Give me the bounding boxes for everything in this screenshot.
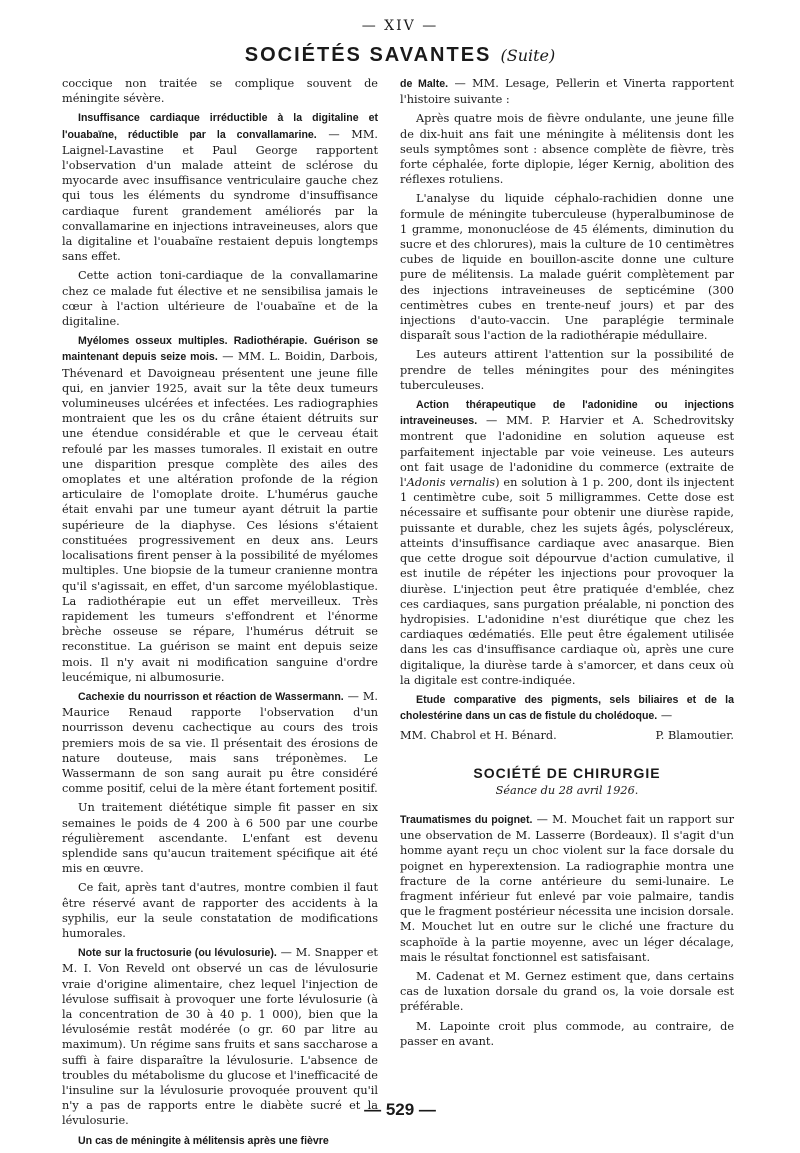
section-heading: Un cas de méningite à mélitensis après une fièvre	[78, 1134, 329, 1147]
page-roman-number: — XIV —	[361, 18, 439, 34]
section-heading: Myélomes osseux multiples. Radiothérapie. Guérison se maintenant depuis seize mois.	[62, 335, 378, 364]
paragraph-text: fait un rapport sur une observation de M. Lasserre (Bordeaux). Il s'agit d'un homme ayant reçu un choc violent sur la face dorsale du poignet en hyperextension. La radiographie montra une fracture de la corne antérieure du semi-lunaire. Le fragment inférieur fut enlevé par voie palmaire, tandis que le fragment postérieur nécessita une incision dorsale. M. Mouchet lut en outre sur le cliché une fracture du scaphoïde à la partie moyenne, avec un léger décalage, mais le résultat fonctionnel est satisfaisant.	[400, 812, 734, 964]
title-main: SOCIÉTÉS SAVANTES	[244, 44, 492, 66]
section-heading: Action thérapeutique de l'adonidine ou injections intraveineuses.	[400, 399, 734, 428]
paragraph-text: ) en solution à 1 p. 200, dont ils injectent 1 centimètre cube, soit 5 milligrammes. Cette dose est nécessaire et suffisante pour obtenir une diurèse rapide, puissante et durable, chez les sujets âgés, polyscléreux, atteints d'insuffisance cardiaque avec anasarque. Bien que cette drogue soit dépourvue d'action cumulative, il est inutile de répéter les injections pour provoquer la diurèse. L'injection peut être pratiquée d'emblée, chez ces cardiaques, sans purgation préalable, ni ponction des hydropisies. L'adonidine n'est diurétique que chez les cardiaques œdématiés. Elle peut être également utilisée dans les cas d'insuffisance cardiaque où, après une cure digitalique, la diurèse tarde à s'amorcer, et dans ceux où la digitale est contre-indiquée.	[400, 476, 734, 687]
paragraph	[62, 689, 378, 796]
paragraph-text: ont observé un cas de lévulosurie vraie d'origine alimentaire, chez lequel l'injection de lévulose suffisait à provoquer une forte lévulosurie (à la concentration de 30 à 40 p. 1 000), bien que la lévulosémie restât modérée (o gr. 60 par litre au maximum). Un régime sans fruits et sans saccharose a suffi à faire disparaître la lévulosurie. L'absence de troubles du métabolisme du glucose et l'inefficacité de l'insuline sur la lévulosurie provoquée prouvent qu'il n'y a pas de rapports entre le diabète sucré et la lévulosurie.	[62, 962, 378, 1128]
authors: — MM. P. Harvier et A. Schedrovitsky	[485, 414, 734, 428]
paragraph: coccique non traitée se complique souvent de méningite sévère.	[62, 77, 378, 106]
paragraph: Les auteurs attirent l'attention sur la possibilité de prendre de telles méningites pour des méningites tuberculeuses.	[400, 348, 734, 392]
paragraph	[400, 692, 734, 724]
paragraph-text: présentent une jeune fille qui, en janvier 1925, avait sur la tête deux tumeurs volumineuses ulcérées et infectées. Les radiographies montraient que les os du crâne étaient détruits sur une étendue considérable et que le cerveau était refoulé par les masses tumorales. Il existait en outre une disparition presque complète des ailes des omoplates et une altération profonde de la région articulaire de l'omoplate droite. L'humérus gauche était envahi par une tumeur ayant détruit la partie supérieure de la diaphyse. Ces lésions s'étaient constituées progressivement en deux ans. Leurs localisations firent penser à la possibilité de myélomes multiples. Une biopsie de la tumeur cranienne montra qu'il s'agissait, en effet, d'un sarcome myéloblastique. La radiothérapie eut un effet merveilleux. Très rapidement les tumeurs s'effondrent et l'énorme brèche osseuse se répare, l'humérus détruit se reconstitue. La guérison se maint ent depuis seize mois. Il n'y avait ni modification sanguine d'ordre leucémique, ni albumosurie.	[62, 366, 378, 684]
paragraph: Cette action toni-cardiaque de la convallamarine chez ce malade fut élective et ne sensibilisa jamais le cœur à l'action ultérieure de l'ouabaïne et de la digitaline.	[62, 269, 378, 329]
right-column	[400, 76, 734, 1053]
signature: P. Blamoutier.	[655, 729, 734, 743]
paragraph	[62, 110, 378, 264]
paragraph: L'analyse du liquide céphalo-rachidien donne une formule de méningite tuberculeuse (hyperalbuminose de 1 gramme, mononucléose de 45 éléments, diminution du sucre et des chlorures), mais la culture de 10 centimètres cubes de liquide en bouillon-ascite donne une culture pure de mélitensis. La malade guérit complètement par des injections intraveineuses de septicémine (300 centimètres cubes en trente-neuf jours) et par des injections d'auto-vaccin. Une paraplégie terminale disparaît sous l'action de la radiothérapie médullaire.	[400, 192, 734, 343]
dash: —	[657, 709, 673, 723]
running-title	[0, 44, 800, 67]
paragraph-text: montrent que l'adonidine en solution aqueuse est parfaitement injectable par voie veineuse. Les auteurs ont fait usage de l'adonidine du commerce (extraite de l'	[400, 430, 734, 490]
paragraph	[400, 812, 734, 965]
section-heading: Etude comparative des pigments, sels biliaires et de la cholestérine dans un cas de fistule du cholédoque.	[400, 693, 734, 723]
signature-line	[400, 728, 734, 743]
paragraph	[400, 76, 734, 107]
paragraph: Un traitement diététique simple fit passer en six semaines le poids de 4 200 à 6 500 par une courbe régulièrement ascendante. L'enfant est devenu splendide sans qu'aucun traitement spécifique ait été mis en œuvre.	[62, 801, 378, 876]
paragraph: M. Cadenat et M. Gernez estiment que, dans certains cas de luxation dorsale du grand os, la voie dorsale est préférable.	[400, 969, 734, 1014]
authors: — M. Mouchet	[536, 812, 622, 826]
paragraph	[62, 333, 378, 685]
society-heading: SOCIÉTÉ DE CHIRURGIE	[473, 764, 661, 781]
paragraph: M. Lapointe croit plus commode, au contraire, de passer en avant.	[400, 1019, 734, 1048]
paragraph-text: rapportent l'histoire suivante :	[400, 77, 734, 107]
section-heading: Note sur la fructosurie (ou lévulosurie).	[78, 947, 277, 960]
session-date: Séance du 28 avril 1926.	[495, 783, 639, 797]
authors: — MM. L. Boidin, Darbois, Thévenard et Davoigneau	[62, 350, 379, 380]
species-name: Adonis vernalis	[406, 476, 496, 490]
paragraph-text: rapporte l'observation d'un nourrisson devenu cachectique au cours des trois premiers mois de sa vie. Il présentait des érosions de nature douteuse, mais sans tréponèmes. Le Wassermann de son sang aurait pu être considéré comme positif, celui de la mère étant fortement positif.	[62, 706, 378, 796]
paragraph: Ce fait, après tant d'autres, montre combien il faut être réservé avant de rapporter des accidents à la syphilis, eur la seule constatation de modifications humorales.	[62, 881, 378, 940]
section-heading: Insuffisance cardiaque irréductible à la digitaline et l'ouabaïne, réductible par la convallamarine.	[62, 112, 378, 141]
authors: — MM. Lesage, Pellerin et Vinerta	[454, 77, 666, 90]
authors: MM. Chabrol et H. Bénard.	[400, 729, 557, 743]
authors: — MM. Laignel-Lavastine et Paul George	[62, 127, 378, 157]
authors: — M. Maurice Renaud	[62, 689, 379, 720]
paragraph	[400, 397, 734, 688]
paragraph-text: rapportent l'observation d'un malade atteint de sclérose du myocarde avec insuffisance ventriculaire gauche chez qui tous les éléments du syndrome d'insuffisance cardiaque furent grandement améliorés par la convallamarine en injections intraveineuses, alors que la digitaline et l'ouabaïne restaient depuis longtemps sans effet.	[62, 143, 378, 264]
title-suffix: (Suite)	[500, 46, 556, 65]
section-heading: Cachexie du nourrisson et réaction de Wassermann.	[78, 690, 344, 703]
left-column	[62, 76, 378, 1153]
paragraph	[62, 1133, 378, 1149]
page-number: — 529 —	[364, 1100, 436, 1119]
section-heading: de Malte.	[400, 78, 449, 90]
paragraph: Après quatre mois de fièvre ondulante, une jeune fille de dix-huit ans fait une méningite à mélitensis dont les seuls symptômes sont : absence complète de fièvre, très forte céphalée, forte diplopie, léger Kernig, abolition des réflexes rotuliens.	[400, 112, 734, 187]
authors: — M. Snapper et M. I. Von Reveld	[62, 946, 378, 976]
section-heading: Traumatismes du poignet.	[400, 813, 533, 826]
